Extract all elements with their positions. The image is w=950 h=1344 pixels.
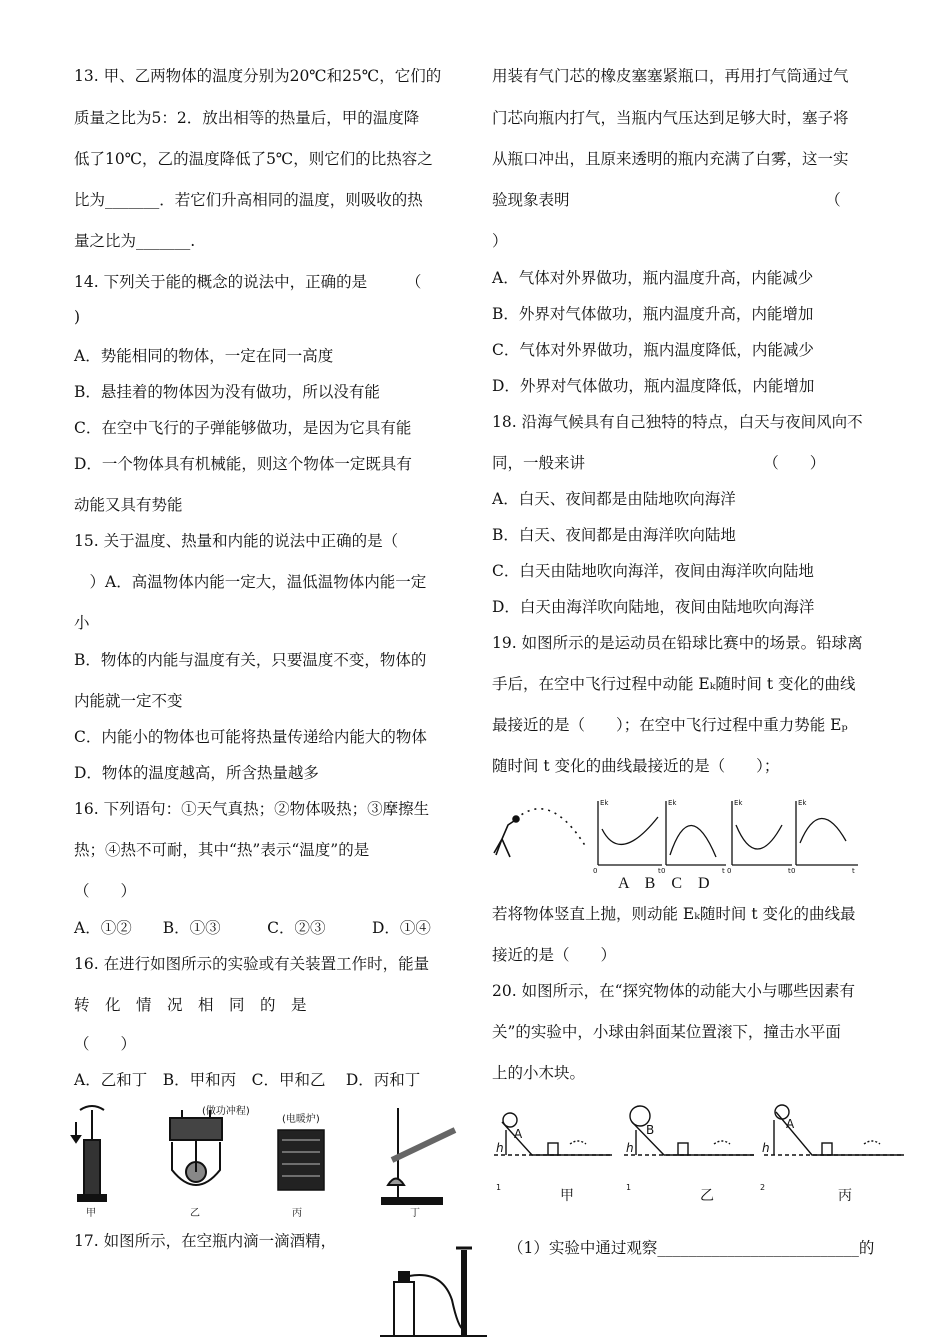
- fig20-small-num-1: 1: [496, 1183, 502, 1192]
- fig19-graph-b: [666, 801, 726, 865]
- fig20-ball-label-a: A: [514, 1127, 523, 1141]
- fig16-label-ding: 丁: [410, 1208, 420, 1219]
- q18-option-c: C．白天由陆地吹向海洋，夜间由海洋吹向陆地: [492, 562, 814, 580]
- fig19-ylabel-a: Ek: [600, 799, 609, 807]
- fig20-caption-yi: 乙: [700, 1188, 714, 1204]
- fig20-small-num-2: 1: [626, 1183, 632, 1192]
- q15-option-a-2: 小: [74, 614, 90, 632]
- q14-option-c: C．在空中飞行的子弹能够做功，是因为它具有能: [74, 419, 412, 437]
- fig19-xlabel-c: t: [788, 867, 791, 875]
- q16b-paren: （ ）: [74, 1035, 137, 1053]
- q20-stem-2: 关”的实验中，小球由斜面某位置滚下，撞击水平面: [492, 1023, 841, 1041]
- fig20-small-num-3: 2: [760, 1183, 766, 1192]
- q17-cont-line-3: 从瓶口冲出，且原来透明的瓶内充满了白雾，这一实: [492, 150, 849, 168]
- fig19-graph-a: [598, 801, 662, 865]
- fig20-caption-jia: 甲: [560, 1188, 574, 1204]
- q14-option-a: A．势能相同的物体，一定在同一高度: [74, 347, 334, 365]
- q20-stem: 20. 如图所示，在“探究物体的动能大小与哪些因素有: [492, 982, 856, 1000]
- q18-stem: 18. 沿海气候具有自己独特的特点，白天与夜间风向不: [492, 413, 863, 431]
- q17-option-b: B．外界对气体做功，瓶内温度升高，内能增加: [492, 305, 814, 323]
- q19b-stem-2: 接近的是（ ）: [492, 946, 617, 964]
- fig19-ylabel-c: Ek: [734, 799, 743, 807]
- q19-stem-3: 最接近的是（ ）；在空中飞行过程中重力势能 Eₚ: [492, 716, 848, 734]
- q15-option-d: D．物体的温度越高，所含热量越多: [74, 764, 319, 782]
- q17-option-c: C．气体对外界做功，瓶内温度降低，内能减少: [492, 341, 814, 359]
- q14-stem: 14. 下列关于能的概念的说法中，正确的是 （: [74, 273, 422, 291]
- q17-cont-line-5: ）: [492, 232, 508, 250]
- fig19-ylabel-b: Ek: [668, 799, 677, 807]
- q19b-stem: 若将物体竖直上抛，则动能 Eₖ随时间 t 变化的曲线最: [492, 905, 856, 923]
- fig16-label-jia: 甲: [86, 1208, 96, 1219]
- q13-line-3: 低了10℃，乙的温度降低了5℃，则它们的比热容之: [74, 150, 433, 168]
- q15-option-b: B．物体的内能与温度有关，只要温度不变，物体的: [74, 651, 427, 669]
- q13-line-1: 13. 甲、乙两物体的温度分别为20℃和25℃，它们的: [74, 67, 442, 85]
- q17-stem: 17. 如图所示，在空瓶内滴一滴酒精，: [74, 1232, 337, 1250]
- fig20-height-jia: h: [496, 1141, 504, 1155]
- fig19-xlabel-b: t: [722, 867, 725, 875]
- q17-cont-line-1: 用装有气门芯的橡皮塞塞紧瓶口，再用打气筒通过气: [492, 67, 849, 85]
- fig20-setup-yi: [624, 1106, 754, 1155]
- q14-option-d-2: 动能又具有势能: [74, 496, 183, 514]
- q14-stem-2: ): [74, 308, 81, 326]
- q20-stem-3: 上的小木块。: [492, 1064, 586, 1082]
- fig19-origin-b: 0: [661, 867, 666, 875]
- q14-option-d: D．一个物体具有机械能，则这个物体一定既具有: [74, 455, 412, 473]
- q14-option-b: B．悬挂着的物体因为没有做功，所以没有能: [74, 383, 380, 401]
- q16a-options: A．①② B．①③ C．②③ D．①④: [74, 919, 431, 937]
- q19-stem: 19. 如图所示的是运动员在铅球比赛中的场景。铅球离: [492, 634, 863, 652]
- q15-option-b-2: 内能就一定不变: [74, 692, 183, 710]
- fig19-ylabel-d: Ek: [798, 799, 807, 807]
- fig19-athlete: [494, 809, 586, 857]
- q18-stem-2: 同，一般来讲 （ ）: [492, 454, 826, 472]
- q16b-options: A．乙和丁 B．甲和丙 C．甲和乙 D．丙和丁: [74, 1071, 421, 1089]
- q13-line-2: 质量之比为5：2．放出相等的热量后，甲的温度降: [74, 109, 420, 127]
- q16b-stem-2: 转 化 情 况 相 同 的 是: [74, 996, 307, 1014]
- q18-option-d: D．白天由海洋吹向陆地，夜间由陆地吹向海洋: [492, 598, 815, 616]
- fig20-height-bing: h: [762, 1141, 770, 1155]
- fig16-label-yi: 乙: [190, 1208, 200, 1219]
- q13-line-4: 比为_______．若它们升高相同的温度，则吸收的热: [74, 191, 423, 209]
- q16a-stem-2: 热；④热不可耐，其中“热”表示“温度”的是: [74, 841, 370, 859]
- fig16-piston: [72, 1106, 106, 1201]
- fig20-ball-label-a2: A: [786, 1117, 795, 1131]
- fig16-tag-heater: (电暖炉): [282, 1114, 320, 1125]
- fig19-graph-d: [796, 801, 858, 865]
- fig19-choice-labels: A B C D: [618, 875, 710, 892]
- q17-option-d: D．外界对气体做功，瓶内温度降低，内能增加: [492, 377, 815, 395]
- q18-option-a: A．白天、夜间都是由陆地吹向海洋: [492, 490, 736, 508]
- q15-stem: 15. 关于温度、热量和内能的说法中正确的是（: [74, 532, 399, 550]
- fig19-origin-c: 0: [727, 867, 732, 875]
- q15-option-c: C．内能小的物体也可能将热量传递给内能大的物体: [74, 728, 427, 746]
- q16a-stem: 16. 下列语句：①天气真热；②物体吸热；③摩擦生: [74, 800, 430, 818]
- fig19-origin-a: 0: [593, 867, 598, 875]
- q20-part1: （1）实验中通过观察__________________________的: [508, 1239, 875, 1257]
- q17-cont-line-4: 验现象表明 （: [492, 191, 841, 209]
- fig16-test-tube: [382, 1108, 455, 1204]
- fig16-engine: [170, 1110, 222, 1185]
- fig20-setup-bing: [764, 1105, 904, 1155]
- q17-cont-line-2: 门芯向瓶内打气，当瓶内气压达到足够大时，塞子将: [492, 109, 849, 127]
- q19-stem-4: 随时间 t 变化的曲线最接近的是（ ）；: [492, 757, 780, 775]
- fig16-illustration: [70, 1100, 470, 1220]
- fig20-ball-label-b: B: [646, 1123, 655, 1137]
- q13-line-5: 量之比为_______.: [74, 232, 196, 250]
- fig19-shot-put-graphs: [490, 795, 860, 875]
- fig20-setup-jia: [494, 1113, 612, 1155]
- fig19-xlabel-d: t: [852, 867, 855, 875]
- q18-option-b: B．白天、夜间都是由海洋吹向陆地: [492, 526, 736, 544]
- q19-stem-2: 手后，在空中飞行过程中动能 Eₖ随时间 t 变化的曲线: [492, 675, 856, 693]
- fig20-height-yi: h: [626, 1141, 634, 1155]
- q16b-stem: 16. 在进行如图所示的实验或有关装置工作时，能量: [74, 955, 430, 973]
- fig17-bottle-pump: [372, 1240, 492, 1340]
- q16a-paren: （ ）: [74, 882, 137, 900]
- fig16-label-bing: 丙: [292, 1208, 302, 1219]
- fig20-caption-bing: 丙: [838, 1188, 852, 1204]
- fig16-tag-engine: (做功冲程): [202, 1106, 250, 1117]
- q15-option-a: ）A．高温物体内能一定大，温低温物体内能一定: [74, 573, 427, 591]
- fig16-heater: [278, 1130, 324, 1190]
- q17-option-a: A．气体对外界做功，瓶内温度升高，内能减少: [492, 269, 814, 287]
- fig19-origin-d: 0: [791, 867, 796, 875]
- fig20-ramp-experiment: [492, 1100, 912, 1210]
- fig19-graph-c: [732, 801, 792, 865]
- fig19-xlabel-a: t: [658, 867, 661, 875]
